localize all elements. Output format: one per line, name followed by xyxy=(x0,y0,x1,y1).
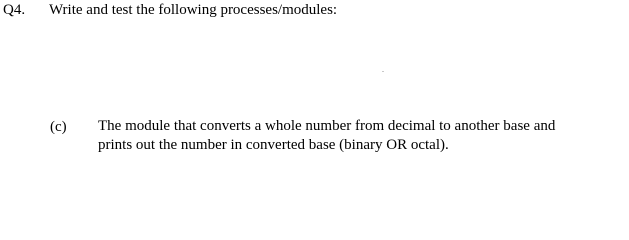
part-text xyxy=(98,117,618,155)
part-label: (c) xyxy=(50,119,67,135)
part-text-line-1: The module that converts a whole number from decimal to another base and xyxy=(98,118,556,134)
question-instruction: Write and test the following processes/modules: xyxy=(49,2,338,18)
scan-artifact-dot xyxy=(382,71,384,72)
question-number: Q4. xyxy=(3,2,26,18)
part-text-line-2: prints out the number in converted base (binary OR octal). xyxy=(98,137,449,153)
